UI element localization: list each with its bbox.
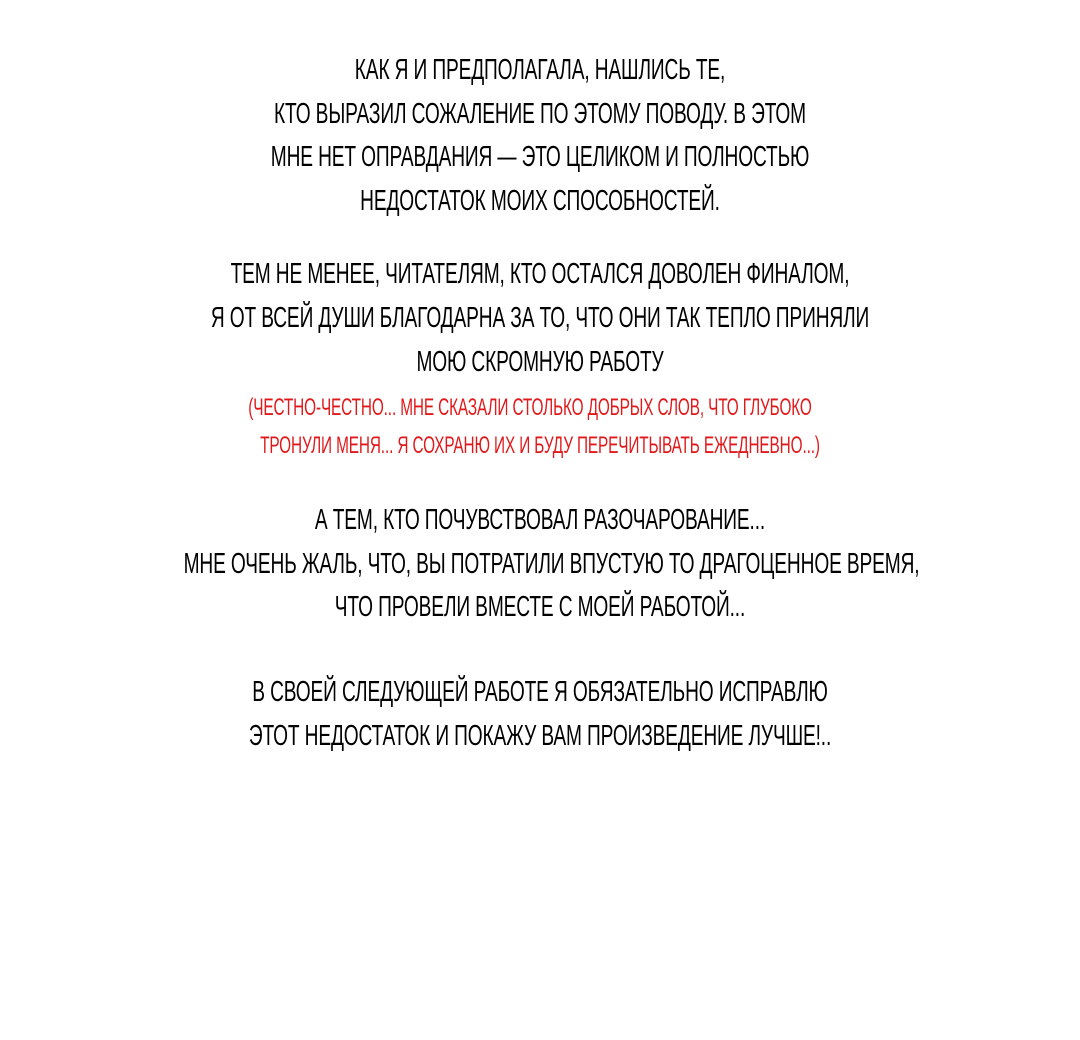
paragraph-1-line-2: КТО ВЫРАЗИЛ СОЖАЛЕНИЕ ПО ЭТОМУ ПОВОДУ. В ЭТОМ xyxy=(274,98,806,130)
paragraph-4-line-1: В СВОЕЙ СЛЕДУЮЩЕЙ РАБОТЕ Я ОБЯЗАТЕЛЬНО ИСПРАВЛЮ xyxy=(252,676,828,708)
paragraph-3-line-1: А ТЕМ, КТО ПОЧУВСТВОВАЛ РАЗОЧАРОВАНИЕ... xyxy=(314,504,766,536)
paragraph-3-line-2: МНЕ ОЧЕНЬ ЖАЛЬ, ЧТО, ВЫ ПОТРАТИЛИ ВПУСТУЮ ТО ДРАГОЦЕННОЕ ВРЕМЯ, xyxy=(183,548,920,580)
note-line-2: ТРОНУЛИ МЕНЯ... Я СОХРАНЮ ИХ И БУДУ ПЕРЕЧИТЫВАТЬ ЕЖЕДНЕВНО...) xyxy=(260,432,820,459)
paragraph-2-line-3: МОЮ СКРОМНУЮ РАБОТУ xyxy=(416,346,664,378)
paragraph-1-line-4: НЕДОСТАТОК МОИХ СПОСОБНОСТЕЙ. xyxy=(360,185,720,217)
paragraph-4-line-2: ЭТОТ НЕДОСТАТОК И ПОКАЖУ ВАМ ПРОИЗВЕДЕНИЕ ЛУЧШЕ!.. xyxy=(248,720,832,752)
paragraph-2-line-2: Я ОТ ВСЕЙ ДУШИ БЛАГОДАРНА ЗА ТО, ЧТО ОНИ ТАК ТЕПЛО ПРИНЯЛИ xyxy=(210,302,870,334)
paragraph-1-line-1: КАК Я И ПРЕДПОЛАГАЛА, НАШЛИСЬ ТЕ, xyxy=(354,54,726,86)
paragraph-1-line-3: МНЕ НЕТ ОПРАВДАНИЯ — ЭТО ЦЕЛИКОМ И ПОЛНОСТЬЮ xyxy=(270,141,810,173)
paragraph-3-line-3: ЧТО ПРОВЕЛИ ВМЕСТЕ С МОЕЙ РАБОТОЙ... xyxy=(334,591,746,623)
note-line-1: (ЧЕСТНО-ЧЕСТНО... МНЕ СКАЗАЛИ СТОЛЬКО ДОБРЫХ СЛОВ, ЧТО ГЛУБОКО xyxy=(248,394,812,421)
paragraph-2-line-1: ТЕМ НЕ МЕНЕЕ, ЧИТАТЕЛЯМ, КТО ОСТАЛСЯ ДОВОЛЕН ФИНАЛОМ, xyxy=(230,258,850,290)
